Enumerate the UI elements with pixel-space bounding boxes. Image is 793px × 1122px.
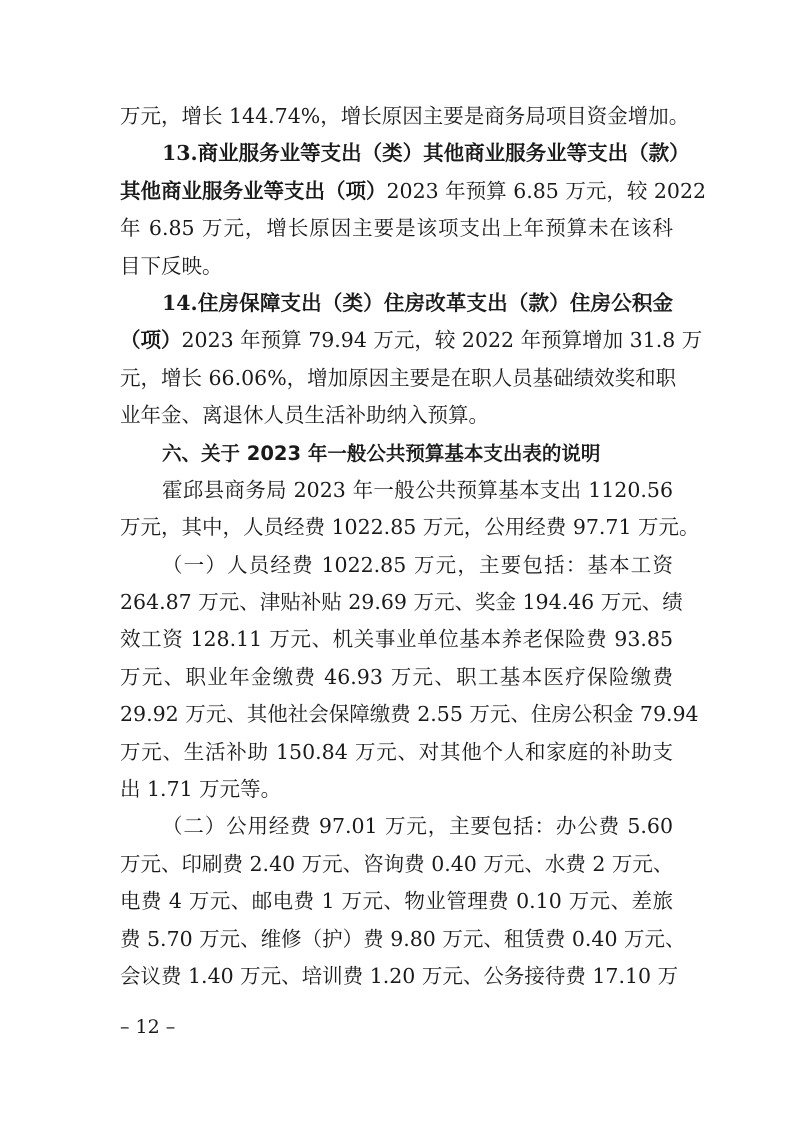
text-line: 万元，其中，人员经费 1022.85 万元，公用经费 97.71 万元。	[120, 515, 700, 540]
text-line: 264.87 万元、津贴补贴 29.69 万元、奖金 194.46 万元、绩	[120, 590, 683, 615]
text-line: 年 6.85 万元，增长原因主要是该项支出上年预算未在该科	[120, 216, 673, 241]
text-line: （一）人员经费 1022.85 万元，主要包括：基本工资	[162, 552, 673, 577]
text-line: 电费 4 万元、邮电费 1 万元、物业管理费 0.10 万元、差旅	[120, 889, 673, 914]
text-line: 会议费 1.40 万元、培训费 1.20 万元、公务接待费 17.10 万	[120, 963, 679, 988]
document-body	[120, 98, 707, 995]
text-line: 效工资 128.11 万元、机关事业单位基本养老保险费 93.85	[120, 627, 673, 652]
text-line: 霍邱县商务局 2023 年一般公共预算基本支出 1120.56	[162, 477, 673, 502]
text-line: （项）2023 年预算 79.94 万元，较 2022 年预算增加 31.8 万	[120, 328, 703, 353]
text-line: 万元、印刷费 2.40 万元、咨询费 0.40 万元、水费 2 万元、	[120, 851, 674, 876]
text-line: 目下反映。	[120, 253, 223, 278]
text-line: 其他商业服务业等支出（项）2023 年预算 6.85 万元，较 2022	[120, 178, 707, 203]
text-line: 出 1.71 万元等。	[120, 777, 282, 802]
text-line: 万元，增长 144.74%，增长原因主要是商务局项目资金增加。	[120, 104, 690, 128]
chapter-heading-6: 六、关于 2023 年一般公共预算基本支出表的说明	[162, 441, 601, 465]
text-line: 元，增长 66.06%，增加原因主要是在职人员基础绩效奖和职	[120, 365, 677, 390]
text-line: 万元、职业年金缴费 46.93 万元、职工基本医疗保险缴费	[120, 664, 673, 689]
text-line: （二）公用经费 97.01 万元，主要包括：办公费 5.60	[162, 814, 673, 839]
page-number: – 12 –	[120, 1016, 176, 1038]
text-line: 费 5.70 万元、维修（护）费 9.80 万元、租赁费 0.40 万元、	[120, 926, 686, 951]
section-heading-14: 14.住房保障支出（类）住房改革支出（款）住房公积金	[162, 290, 673, 315]
text-line: 29.92 万元、其他社会保障缴费 2.55 万元、住房公积金 79.94	[120, 702, 699, 727]
text-line: 业年金、离退休人员生活补助纳入预算。	[120, 403, 489, 428]
text-line: 万元、生活补助 150.84 万元、对其他个人和家庭的补助支	[120, 739, 673, 764]
section-heading-13: 13.商业服务业等支出（类）其他商业服务业等支出（款）	[162, 141, 690, 166]
